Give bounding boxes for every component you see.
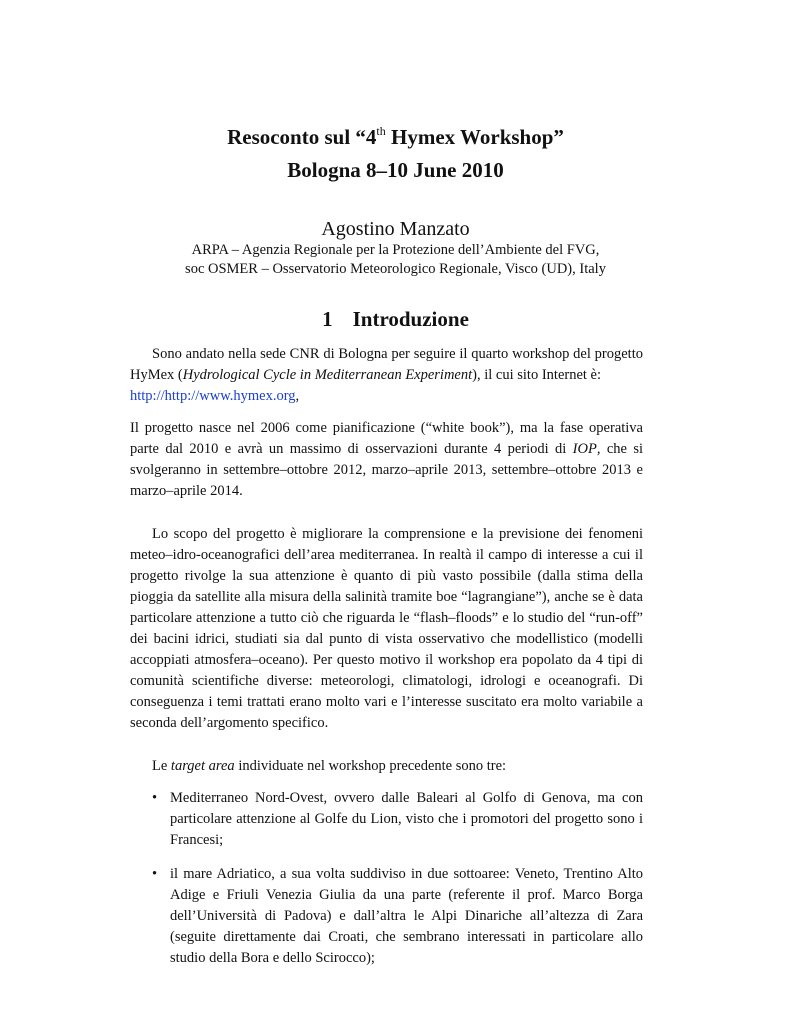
title-text-end: Hymex Workshop” [385, 125, 564, 149]
document-body [130, 344, 643, 982]
target-area-term: target area [170, 758, 235, 774]
affiliation-line-2: soc OSMER – Osservatorio Meteorologico Regionale, Visco (UD), Italy [185, 261, 606, 277]
document-subtitle: Bologna 8–10 June 2010 [287, 158, 504, 182]
list-item [130, 788, 643, 851]
bullet-icon: • [152, 866, 158, 882]
paragraph-target-areas [130, 756, 643, 777]
bullet-icon: • [152, 790, 158, 806]
document-title [0, 124, 791, 183]
hymex-url-link[interactable]: http://http://www.hymex.org [130, 388, 296, 404]
section-number: 1 [322, 307, 333, 331]
url-line [130, 386, 643, 407]
project-full-name: Hydrological Cycle in Mediterranean Experiment [182, 367, 473, 383]
affiliation-line-1: ARPA – Agenzia Regionale per la Protezione dell’Ambiente del FVG, [191, 242, 600, 258]
iop-term: IOP [572, 441, 597, 457]
paragraph-intro-text: Sono andato nella sede CNR di Bologna per seguire il quarto workshop del progetto HyMex ( [130, 346, 643, 383]
paragraph-intro-text-end: ), il cui sito Internet è: [472, 367, 602, 383]
paragraph-scope: Lo scopo del progetto è migliorare la comprensione e la previsione dei fenomeni meteo–idro-oceanografici dell’area mediterranea. In realtà il campo di interesse a cui il progetto rivolge la sua attenzione è quanto di più vasto possibile (dalla stima della pioggia da satellite alla misura della salinità tramite boe “lagrangiane”), anche se è data particolare attenzione a tutto ciò che riguarda le “flash–floods” e lo studio del “run-off” dei bacini idrici, studiati sia dal punto di vista osservativo che modellistico (modelli accoppiati atmosfera–oceano). Per questo motivo il workshop era popolato da 4 tipi di comunità scientifiche diverse: meteorologi, climatologi, idrologi e oceanografi. Di conseguenza i temi trattati erano molto vari e l’interesse suscitato era molto variabile a seconda dell’argomento specifico. [130, 526, 643, 731]
title-text-start: Resoconto sul “4 [227, 125, 377, 149]
author-affiliation [0, 241, 791, 279]
list-item [130, 864, 643, 969]
title-line [0, 124, 791, 150]
paragraph-project-text-end: , che si svolgeranno in settembre–ottobre 2012, marzo–aprile 2013, settembre–ottobre 2013 e marzo–aprile 2014. [130, 441, 643, 499]
paragraph-target-text: Le [152, 758, 171, 774]
paragraph-target-text-end: individuate nel workshop precedente sono tre: [234, 758, 507, 774]
url-trailing-comma: , [295, 388, 300, 404]
author-name: Agostino Manzato [321, 218, 470, 240]
paragraph-intro [130, 344, 643, 386]
paragraph-project-text: Il progetto nasce nel 2006 come pianificazione (“white book”), ma la fase operativa parte dal 2010 e avrà un massimo di osservazioni durante 4 periodi di [130, 420, 643, 457]
target-area-list [130, 788, 643, 969]
paragraph-project [130, 418, 643, 502]
section-title: Introduzione [352, 307, 469, 331]
list-item-text: Mediterraneo Nord-Ovest, ovvero dalle Baleari al Golfo di Genova, ma con particolare attenzione al Golfe du Lion, visto che i promotori del progetto sono i Francesi; [170, 790, 643, 848]
section-heading [0, 305, 791, 333]
list-item-text: il mare Adriatico, a sua volta suddiviso in due sottoaree: Veneto, Trentino Alto Adige e Friuli Venezia Giulia da una parte (referente il prof. Marco Borga dell’Università di Padova) e dall’altra le Alpi Dinariche all’altezza di Zara (seguite direttamente dai Croati, che sembrano interessati in particolare allo studio della Bora e dello Scirocco); [170, 866, 643, 966]
title-superscript: th [376, 124, 386, 138]
